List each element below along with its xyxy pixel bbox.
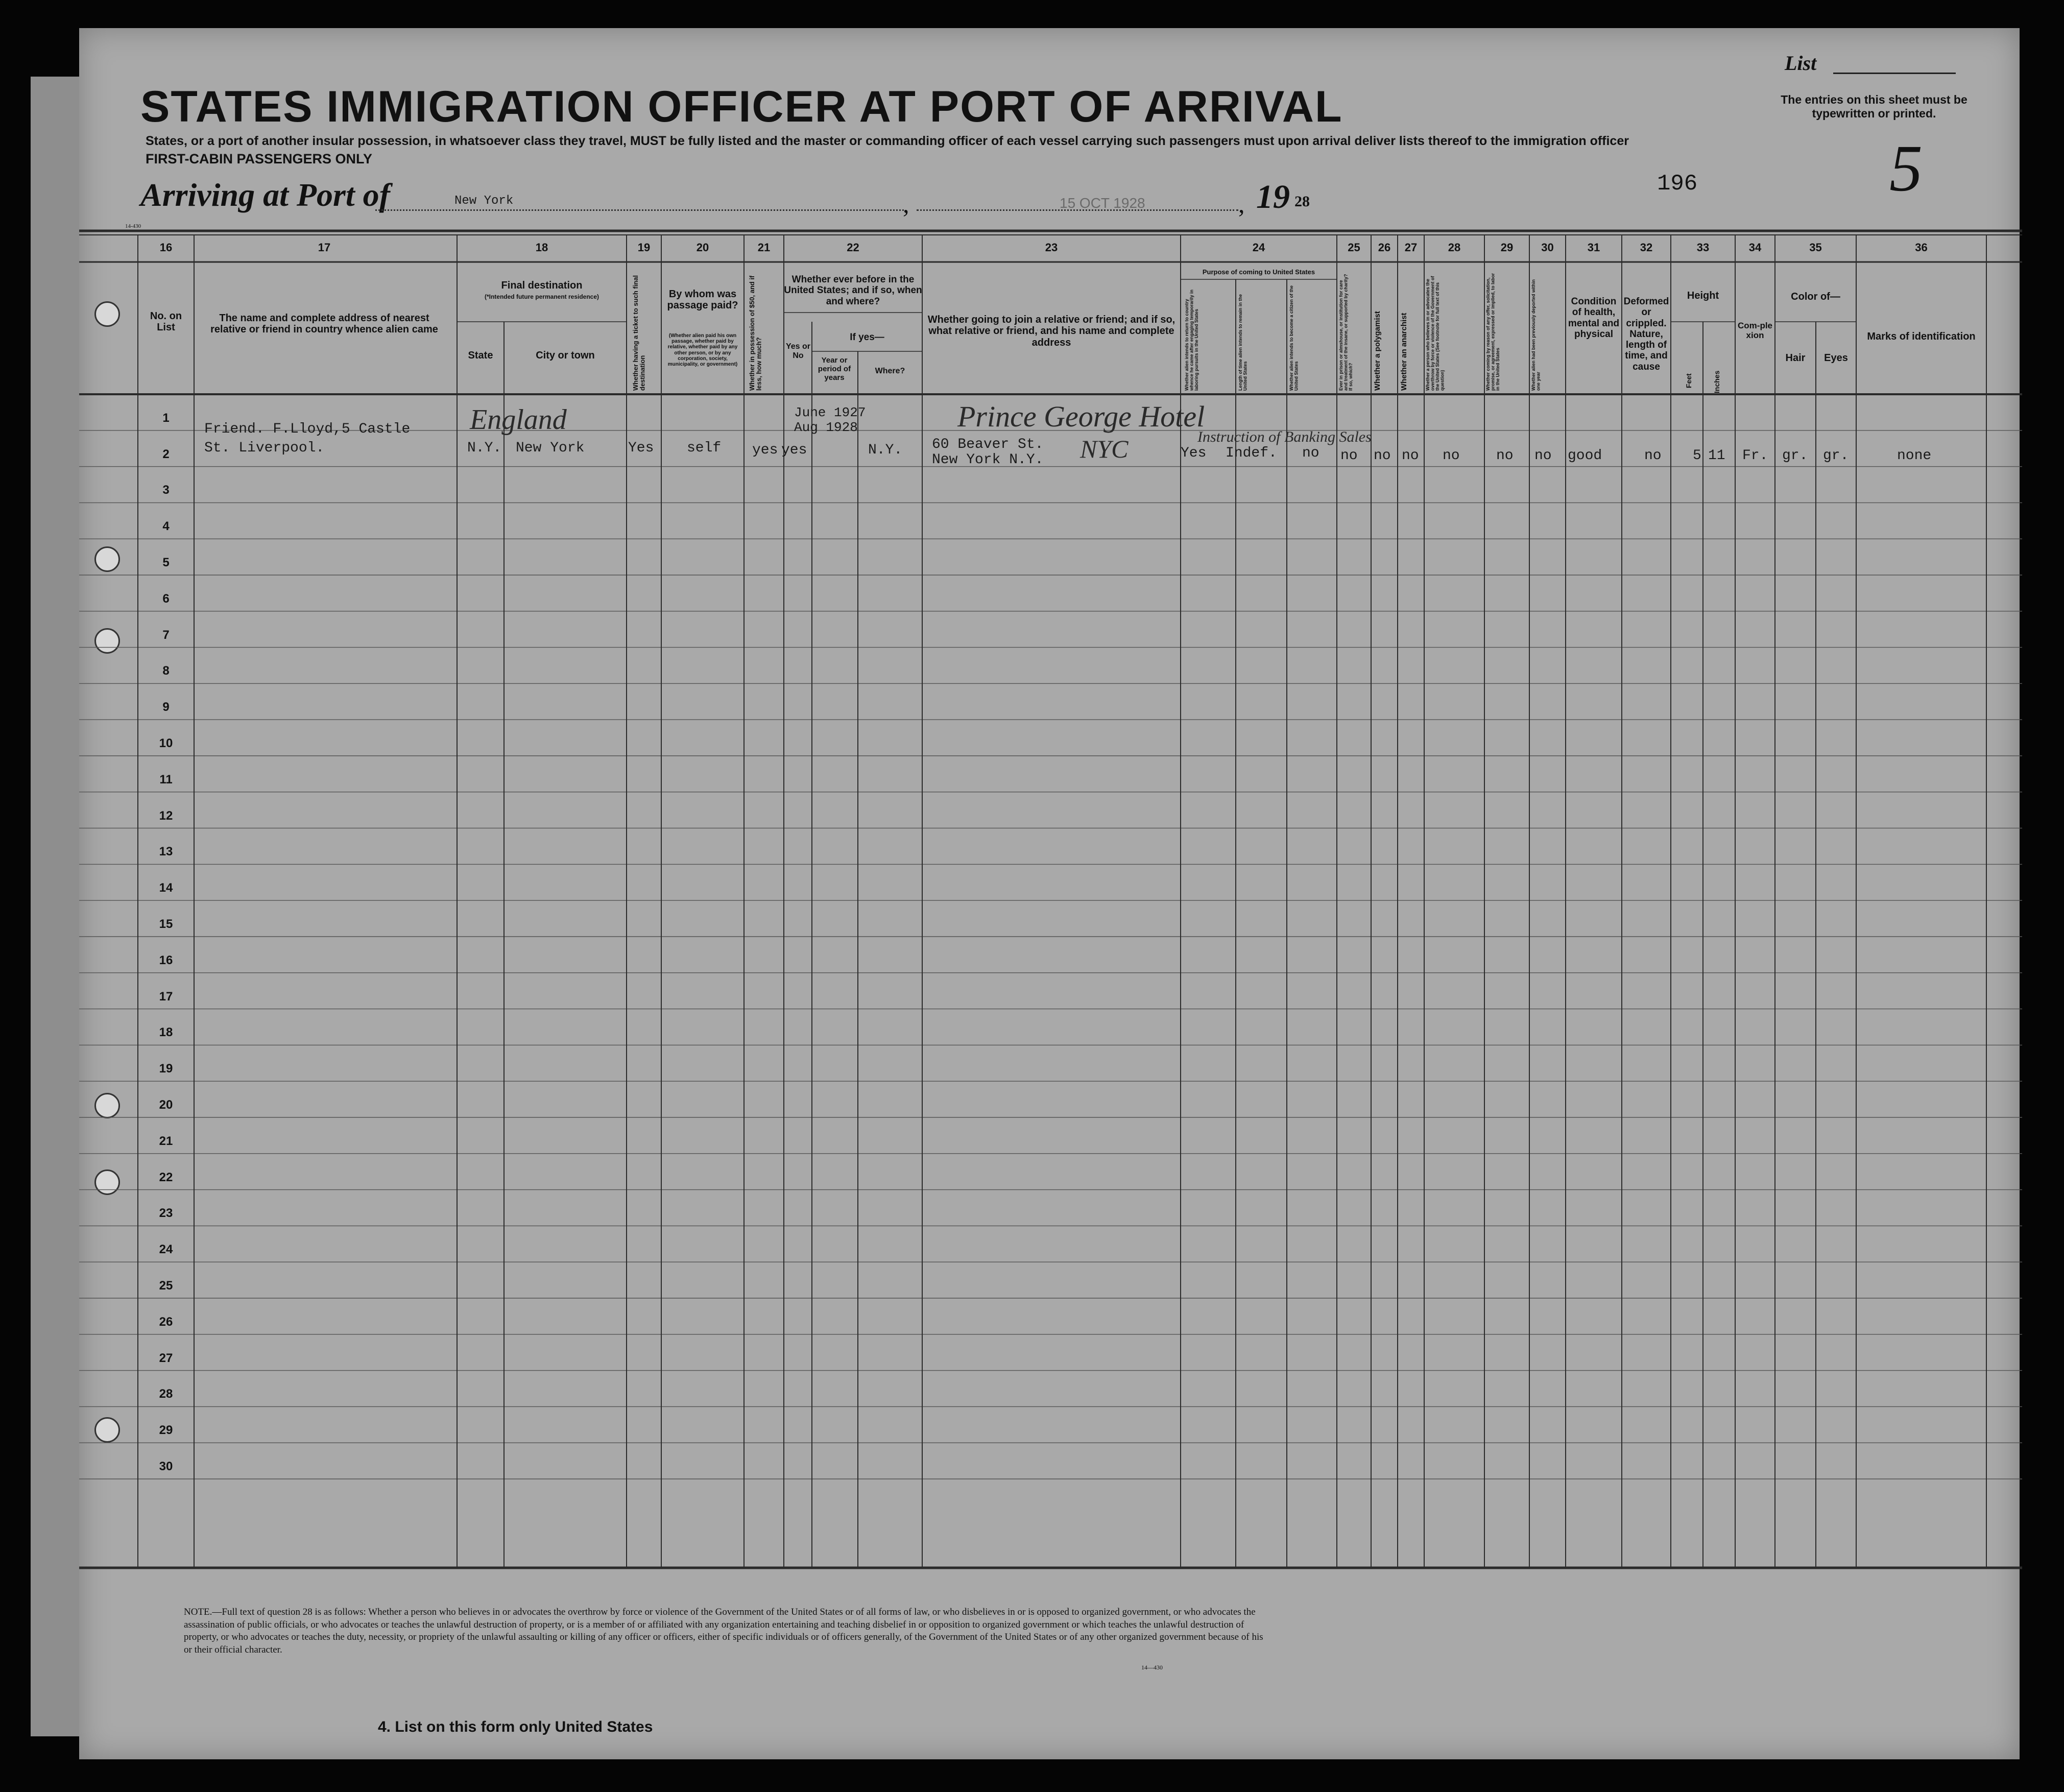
- col-header-prison: Ever in prison or almshouse, or institution for care and treatment of the insane, or supported by charity? If so, which?: [1338, 274, 1353, 391]
- entry-state: N.Y.: [467, 440, 502, 456]
- row-number: 20: [159, 1098, 173, 1112]
- row-number: 29: [159, 1423, 173, 1438]
- col-num-36: 36: [1915, 241, 1928, 254]
- year-suffix: 28: [1294, 193, 1310, 210]
- col-header-anarchist: Whether an anarchist: [1400, 313, 1408, 391]
- year-prefix: 19: [1256, 178, 1290, 216]
- bottom-instruction: 4. List on this form only United States: [378, 1718, 653, 1735]
- col-header-deported: Whether alien had been previously deported within one year: [1531, 279, 1541, 391]
- col-num-27: 27: [1404, 241, 1418, 254]
- row-number: 27: [159, 1351, 173, 1365]
- entry-relative-line2: St. Liverpool.: [204, 440, 325, 456]
- col-header-height: Height: [1687, 290, 1719, 301]
- entry-where: N.Y.: [868, 442, 903, 458]
- entry-feet: 5: [1693, 448, 1701, 464]
- col-num-23: 23: [1045, 241, 1058, 254]
- col-header-intends-citizen: Whether alien intends to become a citizen of the United States: [1289, 285, 1299, 391]
- comma: ,: [1238, 189, 1245, 218]
- col-header-no-on-list: No. on List: [150, 310, 182, 333]
- col-header-polygamist: Whether a polygamist: [1373, 311, 1382, 391]
- col-header-eyes: Eyes: [1824, 352, 1848, 364]
- col-header-paid-by: By whom was passage paid?: [667, 289, 738, 312]
- row-number: 23: [159, 1206, 173, 1221]
- comma: ,: [903, 189, 909, 218]
- row-number: 8: [162, 664, 170, 678]
- entry-hair: gr.: [1782, 448, 1808, 464]
- col-num-32: 32: [1640, 241, 1653, 254]
- col-header-hair: Hair: [1785, 352, 1806, 364]
- row-number: 30: [159, 1460, 173, 1473]
- col-num-31: 31: [1587, 241, 1600, 254]
- row-number: 25: [159, 1279, 173, 1293]
- entries-note: The entries on this sheet must be typewritten or printed.: [1781, 93, 1967, 120]
- entry-before-yes: yes: [781, 442, 807, 458]
- col-header-year-period: Year or period of years: [818, 356, 851, 382]
- class-line: FIRST-CABIN PASSENGERS ONLY: [146, 151, 373, 166]
- col-header-if-yes: If yes—: [850, 332, 884, 343]
- col-num-26: 26: [1378, 241, 1391, 254]
- entry-labor-offer: no: [1496, 448, 1514, 464]
- entry-health: good: [1568, 448, 1602, 464]
- form-code-top: 14-430: [125, 223, 141, 229]
- entry-join-handwritten-2: NYC: [1080, 435, 1129, 463]
- row-number: 15: [159, 917, 173, 931]
- entry-relative-line1: Friend. F.Lloyd,5 Castle: [204, 421, 411, 437]
- col-num-20: 20: [696, 241, 709, 254]
- col-header-deformed: Deformed or crippled. Nature, length of time, and cause: [1623, 296, 1669, 372]
- entry-citizen: no: [1302, 445, 1319, 461]
- col-header-intends-return: Whether alien intends to return to country whence he came after engaging temporarily in laboring pursuits in the United States: [1184, 289, 1199, 391]
- entry-deformed: no: [1644, 448, 1662, 464]
- date-stamp: 15 OCT 1928: [1060, 195, 1145, 211]
- form-code: 14—430: [1141, 1664, 1163, 1671]
- row-number: 19: [159, 1062, 173, 1076]
- arriving-label: Arriving at Port of: [140, 177, 390, 213]
- col-num-21: 21: [757, 241, 771, 254]
- entry-ticket: Yes: [628, 440, 654, 456]
- entry-length: Indef.: [1226, 445, 1277, 461]
- col-num-29: 29: [1500, 241, 1514, 254]
- col-num-18: 18: [535, 241, 548, 254]
- row-number: 21: [159, 1134, 173, 1148]
- col-header-length-of-stay: Length of time alien intends to remain in the United States: [1238, 294, 1248, 391]
- row-number: 4: [162, 519, 170, 534]
- row-number: 2: [162, 447, 170, 461]
- col-header-marks: Marks of identification: [1867, 331, 1976, 342]
- entry-paid-by: self: [687, 440, 722, 456]
- row-number: 1: [162, 411, 170, 425]
- col-header-join-relative: Whether going to join a relative or friend; and if so, what relative or friend, and his name and complete address: [927, 314, 1175, 348]
- entry-period-2: Aug 1928: [794, 420, 858, 435]
- entry-prison: no: [1340, 448, 1358, 464]
- col-num-28: 28: [1448, 241, 1461, 254]
- row-number: 10: [159, 736, 173, 750]
- form-title: STATES IMMIGRATION OFFICER AT PORT OF ARRIVAL: [140, 82, 1343, 131]
- entry-join-line1: 60 Beaver St.: [932, 437, 1044, 452]
- entry-anarchist: no: [1402, 448, 1419, 464]
- row-number: 12: [159, 808, 173, 823]
- col-header-state: State: [468, 350, 493, 361]
- col-header-purpose: Purpose of coming to United States: [1202, 268, 1315, 276]
- col-header-ticket: Whether having a ticket to such final destination: [632, 275, 646, 391]
- col-header-overthrow: Whether a person who believes in or advocates the overthrow by force or violence of the Government of the United States (See footnote for full text of this question): [1425, 276, 1445, 391]
- row-number: 14: [159, 881, 173, 895]
- form-subtitle: States, or a port of another insular possession, in whatsoever class they travel, MUST be fully listed and the master or commanding officer of each vessel carrying such passengers must upon arrival deliver lists thereof to the immigration officer: [146, 134, 1629, 148]
- row-number: 17: [159, 989, 173, 1003]
- col-header-color-of: Color of—: [1791, 291, 1840, 302]
- col-num-22: 22: [847, 241, 859, 254]
- row-number: 24: [159, 1243, 173, 1257]
- col-num-33: 33: [1696, 241, 1710, 254]
- row-number: 18: [159, 1025, 173, 1040]
- entry-deported: no: [1534, 448, 1552, 464]
- col-num-17: 17: [318, 241, 331, 254]
- col-num-16: 16: [159, 241, 173, 254]
- entry-inches: 11: [1708, 448, 1725, 464]
- row-number: 13: [159, 845, 173, 859]
- port-value: New York: [454, 194, 514, 208]
- row-number: 7: [162, 628, 170, 642]
- entry-return: Yes: [1181, 445, 1207, 461]
- entry-marks: none: [1897, 448, 1932, 464]
- list-number: 5: [1889, 132, 1923, 205]
- col-header-final-destination: Final destination: [501, 280, 583, 291]
- row-number: 6: [162, 591, 170, 606]
- entry-city: New York: [516, 440, 585, 456]
- col-header-where: Where?: [875, 367, 905, 375]
- col-header-fifty-dollars: Whether in possession of $50, and if less, how much?: [748, 275, 763, 391]
- entry-eyes: gr.: [1823, 448, 1849, 464]
- col-header-health: Condition of health, mental and physical: [1568, 296, 1620, 340]
- col-header-city: City or town: [536, 350, 595, 361]
- col-num-34: 34: [1748, 241, 1762, 254]
- col-header-final-destination-note: (*Intended future permanent residence): [484, 293, 599, 300]
- col-num-25: 25: [1348, 241, 1360, 254]
- row-number: 11: [159, 772, 173, 786]
- col-num-30: 30: [1541, 241, 1554, 254]
- entry-complexion: Fr.: [1742, 448, 1768, 464]
- row-number: 3: [162, 483, 170, 497]
- row-number: 22: [159, 1170, 173, 1184]
- entry-join-line2: New York N.Y.: [932, 452, 1044, 468]
- entry-polygamist: no: [1374, 448, 1391, 464]
- col-num-19: 19: [637, 241, 651, 254]
- row-number: 16: [159, 953, 173, 967]
- entry-fifty: yes: [752, 442, 778, 458]
- col-header-complexion: Com-plexion: [1738, 321, 1772, 341]
- entry-state-handwritten: England: [470, 404, 567, 436]
- row-number: 26: [159, 1315, 173, 1329]
- col-header-labor-offer: Whether coming by reason of any offer, solicitation, promise, or agreement, expressed or implied, to labor in the United States: [1485, 273, 1500, 391]
- col-header-yes-no: Yes or No: [785, 342, 811, 360]
- col-header-relative: The name and complete address of nearest relative or friend in country whence alien came: [210, 313, 438, 336]
- col-header-feet: Feet: [1685, 373, 1693, 388]
- footnote: NOTE.—Full text of question 28 is as follows: Whether a person who believes in or advocates the overthrow by force or violence of the Government of the United States or of all forms of law, or who disbelieves in or is opposed to organized government, or who advocates the assassination of public officials, or who advocates or teaches the unlawful destruction of property, or is a member of or affiliated with any organization entertaining and teaching disbelief in or opposition to organized government or which teaches the unlawful destruction of property, or who advocates or teaches the duty, necessity, or propriety of the unlawful assaulting or killing of any officer or officers, either of specific individuals or of officers generally, of the Government of the United States or of any other organized government because of his or their official character.: [184, 1607, 1263, 1656]
- entry-join-handwritten: Prince George Hotel: [957, 400, 1205, 433]
- col-num-24: 24: [1252, 241, 1265, 254]
- col-header-paid-by-note: (Whether alien paid his own passage, whether paid by relative, whether paid by any other person, or by any corporation, society, municipality, or government): [667, 333, 738, 367]
- entry-period-1: June 1927: [794, 405, 866, 420]
- row-number: 9: [162, 700, 170, 714]
- col-header-before-in-us: Whether ever before in the United States; and if so, when and where?: [784, 274, 922, 307]
- list-label: List: [1785, 52, 1817, 75]
- row-number: 28: [159, 1387, 173, 1401]
- entry-purpose-handwritten: Instruction of Banking Sales: [1197, 428, 1372, 445]
- col-num-35: 35: [1809, 241, 1822, 254]
- entry-overthrow: no: [1443, 448, 1460, 464]
- col-header-inches: Inches: [1713, 370, 1721, 393]
- row-number: 5: [162, 556, 170, 569]
- page-number: 196: [1657, 171, 1698, 197]
